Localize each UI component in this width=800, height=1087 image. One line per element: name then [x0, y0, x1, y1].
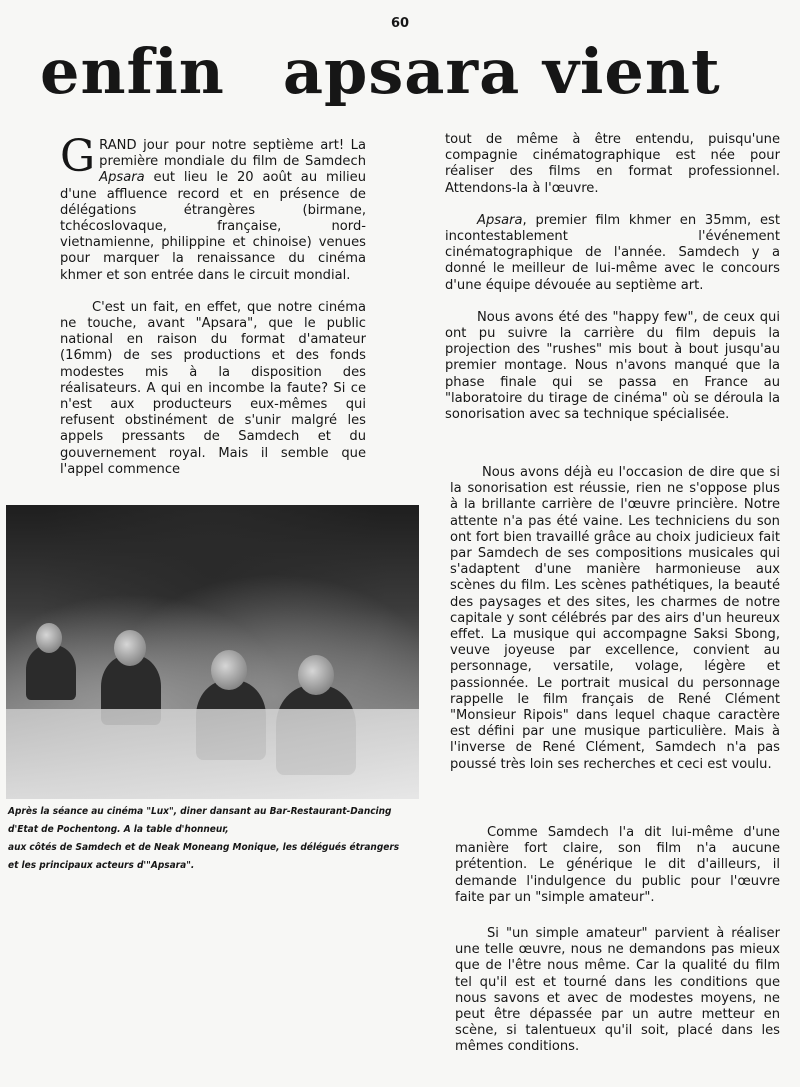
paragraph [445, 213, 780, 294]
paragraph: Nous avons été des "happy few", de ceux qui ont pu suivre la carrière du film depuis la projection des "rushes" mis bout à bout jusqu'au premier montage. Nous n'avons manqué que la phase finale qui se passa en France au "laboratoire du tirage de cinéma" où se déroula la sonorisation avec sa technique spécialisée. [445, 309, 780, 423]
paragraph [60, 131, 366, 284]
headline-part-1: enfin [40, 35, 225, 108]
paragraph-text: eut lieu le 20 août au milieu d'une affluence record et en présence de délégations étrangères (birmane, tchécoslovaque, française, nord-vietnamienne, philippine et chinoise) venues pour marquer la renaissance du cinéma khmer et son entrée dans le circuit mondial. [60, 170, 366, 283]
paragraph: Comme Samdech l'a dit lui-même d'une manière fort claire, son film n'a aucune prétention. Le générique le dit d'ailleurs, il demande l'indulgence du public pour l'œuvre faite par un "simple amateur". [455, 825, 780, 905]
paragraph-text: RAND jour pour notre septième art! La première mondiale du film de Samdech [99, 138, 366, 170]
drop-cap: G [60, 131, 96, 182]
film-title: Apsara [99, 170, 145, 186]
caption-line: d'Etat de Pochentong. A la table d'honneur, [8, 824, 229, 835]
right-column-middle [450, 465, 780, 789]
banquet-photo [6, 505, 419, 799]
paragraph: Nous avons déjà eu l'occasion de dire que si la sonorisation est réussie, rien ne s'oppose plus à la brillante carrière de l'œuvre princière. Notre attente n'a pas été vaine. Les techniciens du son ont fort bien travaillé grâce au choix judicieux fait par Samdech de ses compositions musicales qui s'adaptent d'une manière harmonieuse aux scènes du film. Les scènes pathétiques, la beauté des paysages et des sites, les charmes de notre capitale y sont célébrés par des airs d'un heureux effet. La musique qui accompagne Saksi Sbong, veuve joyeuse par excellence, convient au personnage, versatile, volage, légère et passionnée. Le portrait musical du personnage rappelle le film français de René Clément "Monsieur Ripois" dans lequel chaque caractère est défini par une musique particulière. Mais à l'inverse de René Clément, Samdech n'a pas poussé très loin ses recherches et ceci est voulu. [450, 465, 780, 772]
right-column-bottom [455, 825, 780, 1072]
headline-part-2: apsara vient [282, 35, 721, 108]
headline [40, 35, 760, 108]
right-column-top [445, 132, 780, 439]
caption-line: et les principaux acteurs d'"Apsara". [8, 860, 195, 871]
caption-line: Après la séance au cinéma "Lux", diner dansant au Bar-Restaurant-Dancing [8, 806, 392, 817]
left-column [60, 131, 366, 494]
film-title: Apsara [477, 212, 523, 228]
paragraph: Si "un simple amateur" parvient à réaliser une telle œuvre, nous ne demandons pas mieux que de l'être nous même. Car la qualité du film tel qu'il est et tourné dans les conditions que nous savons et avec de modestes moyens, ne peut être dépassée par un autre metteur en scène, si talentueux qu'il soit, placé dans les mêmes conditions. [455, 926, 780, 1055]
paragraph: C'est un fait, en effet, que notre cinéma ne touche, avant "Apsara", que le public national en raison du format d'amateur (16mm) de ses productions et des fonds modestes mis à la disposition des réalisateurs. A qui en incombe la faute? Si ce n'est aux producteurs eux-mêmes qui refusent obstinément de s'unir malgré les appels pressants de Samdech et du gouvernement royal. Mais il semble que l'appel commence [60, 299, 366, 477]
paragraph: tout de même à être entendu, puisqu'une compagnie cinématographique est née pour réaliser des films en format professionnel. Attendons-la à l'œuvre. [445, 132, 780, 196]
paragraph-text: , premier film khmer en 35mm, est incontestablement l'événement cinématographique de l'année. Samdech y a donné le meilleur de lui-même avec le concours d'une équipe dévouée au septième art. [445, 212, 780, 293]
photo-caption [8, 803, 418, 875]
page-number: 60 [390, 16, 410, 31]
caption-line: aux côtés de Samdech et de Neak Moneang Monique, les délégués étrangers [8, 842, 400, 853]
